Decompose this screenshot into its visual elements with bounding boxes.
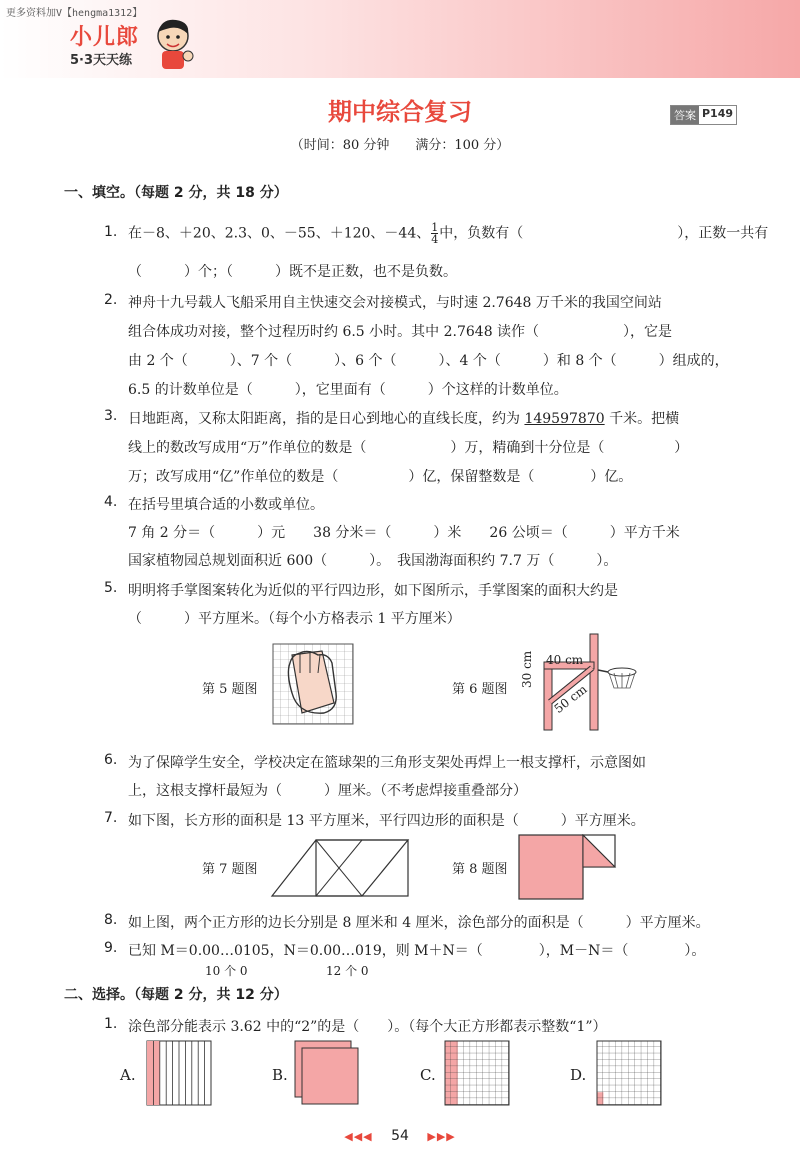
question-number: 6. bbox=[104, 752, 118, 768]
question-text: （ ）平方厘米。（每个小方格表示 1 平方厘米） bbox=[128, 611, 461, 627]
question-number: 1. bbox=[104, 1016, 118, 1032]
fraction-denominator: 4 bbox=[431, 233, 439, 246]
question-number: 1. bbox=[104, 224, 118, 240]
question-text: 万；改写成用“亿”作单位的数是（ ）亿，保留整数是（ ）亿。 bbox=[128, 469, 633, 485]
section-heading: 一、填空。（每题 2 分，共 18 分） bbox=[64, 185, 288, 201]
question-text: 线上的数改写成用“万”作单位的数是（ ）万，精确到十分位是（ ） bbox=[128, 440, 689, 456]
question-text: 涂色部分能表示 3.62 中的“2”的是（ ）。（每个大正方形都表示整数“1”） bbox=[128, 1019, 607, 1035]
answer-tag: 答案 bbox=[671, 106, 699, 124]
two-squares-figure bbox=[518, 834, 620, 900]
brace-note: 10 个 0 bbox=[205, 964, 248, 978]
figure-caption: 第 7 题图 bbox=[202, 862, 258, 877]
question-text-part: 千米。把横 bbox=[604, 411, 680, 427]
question-number: 9. bbox=[104, 940, 118, 956]
question-text: 由 2 个（ ）、7 个（ ）、6 个（ ）、4 个（ ）和 8 个（ ）组成的， bbox=[128, 353, 729, 369]
right-arrows-icon: ▶▶▶ bbox=[427, 1130, 456, 1143]
question-number: 2. bbox=[104, 292, 118, 308]
question-text: 在括号里填合适的小数或单位。 bbox=[128, 497, 324, 513]
question-text-part: 日地距离，又称太阳距离，指的是日心到地心的直线长度，约为 bbox=[128, 411, 525, 427]
fraction bbox=[431, 222, 438, 245]
question-text: 国家植物园总规划面积近 600（ ）。 我国渤海面积约 7.7 万（ ）。 bbox=[128, 553, 618, 569]
option-label: D. bbox=[570, 1066, 587, 1084]
option-label: C. bbox=[420, 1066, 436, 1084]
option-c-figure[interactable] bbox=[444, 1040, 510, 1106]
question-text: 已知 M＝0.00…0105，N＝0.00…019，则 M＋N＝（ ），M－N＝（ ）。 bbox=[128, 943, 706, 959]
section-heading: 二、选择。（每题 2 分，共 12 分） bbox=[64, 987, 288, 1003]
question-text: 上，这根支撑杆最短为（ ）厘米。（不考虑焊接重叠部分） bbox=[128, 783, 527, 799]
question-number: 3. bbox=[104, 408, 118, 424]
mascot-icon bbox=[150, 16, 196, 72]
fraction-numerator: 1 bbox=[431, 221, 439, 234]
question-number: 8. bbox=[104, 912, 118, 928]
question-text bbox=[128, 222, 768, 245]
question-text: （ ）个；（ ）既不是正数，也不是负数。 bbox=[128, 264, 457, 280]
brand-logo bbox=[70, 20, 139, 68]
figure-caption: 第 6 题图 bbox=[452, 682, 508, 697]
question-number: 7. bbox=[104, 810, 118, 826]
question-text: 如下图，长方形的面积是 13 平方厘米，平行四边形的面积是（ ）平方厘米。 bbox=[128, 813, 645, 829]
page-footer bbox=[0, 1128, 800, 1144]
answer-page: P149 bbox=[702, 107, 734, 120]
promo-text: 更多资料加V【hengma1312】 bbox=[6, 8, 143, 19]
option-label: B. bbox=[272, 1066, 288, 1084]
answer-reference bbox=[670, 105, 737, 125]
exam-info: （时间：80 分钟 满分：100 分） bbox=[290, 138, 510, 153]
logo-main-text: 小儿郎 bbox=[70, 25, 140, 50]
logo-sub-text: 5·3天天练 bbox=[70, 53, 133, 68]
left-arrows-icon: ◀◀◀ bbox=[344, 1130, 373, 1143]
question-text: 组合体成功对接，整个过程历时约 6.5 小时。其中 2.7648 读作（ ），它是 bbox=[128, 324, 673, 340]
option-b-figure[interactable] bbox=[294, 1040, 360, 1106]
dimension-label: 50 cm bbox=[551, 682, 590, 716]
question-text: 神舟十九号载人飞船采用自主快速交会对接模式，与时速 2.7648 万千米的我国空间站 bbox=[128, 295, 662, 311]
option-label: A. bbox=[120, 1066, 136, 1084]
dimension-label: 40 cm bbox=[546, 653, 584, 667]
question-text: 明明将手掌图案转化为近似的平行四边形，如下图所示，手掌图案的面积大约是 bbox=[128, 583, 618, 599]
question-text-part: 中，负数有（ ），正数一共有 bbox=[439, 225, 769, 242]
question-text-part: 在－8、＋20、2.3、0、－55、＋120、－44、 bbox=[128, 225, 431, 242]
rectangle-parallelogram-figure bbox=[270, 838, 412, 900]
option-a-figure[interactable] bbox=[146, 1040, 212, 1106]
dimension-label: 30 cm bbox=[520, 650, 534, 688]
question-text: 7 角 2 分＝（ ）元 38 分米＝（ ）米 26 公顷＝（ ）平方千米 bbox=[128, 525, 680, 541]
figure-caption: 第 5 题图 bbox=[202, 682, 258, 697]
question-text: 6.5 的计数单位是（ ），它里面有（ ）个这样的计数单位。 bbox=[128, 382, 568, 398]
question-text: 如上图，两个正方形的边长分别是 8 厘米和 4 厘米，涂色部分的面积是（ ）平方厘米。 bbox=[128, 915, 710, 931]
page-title: 期中综合复习 bbox=[328, 98, 472, 126]
question-text bbox=[128, 408, 679, 428]
option-d-figure[interactable] bbox=[596, 1040, 662, 1106]
figure-caption: 第 8 题图 bbox=[452, 862, 508, 877]
brace-note: 12 个 0 bbox=[326, 964, 369, 978]
question-number: 5. bbox=[104, 580, 118, 596]
question-text: 为了保障学生安全，学校决定在篮球架的三角形支架处再焊上一根支撑杆，示意图如 bbox=[128, 755, 646, 771]
page-number: 54 bbox=[391, 1128, 409, 1144]
underlined-number: 149597870 bbox=[524, 411, 605, 427]
hand-grid-figure bbox=[272, 643, 354, 725]
question-number: 4. bbox=[104, 494, 118, 510]
